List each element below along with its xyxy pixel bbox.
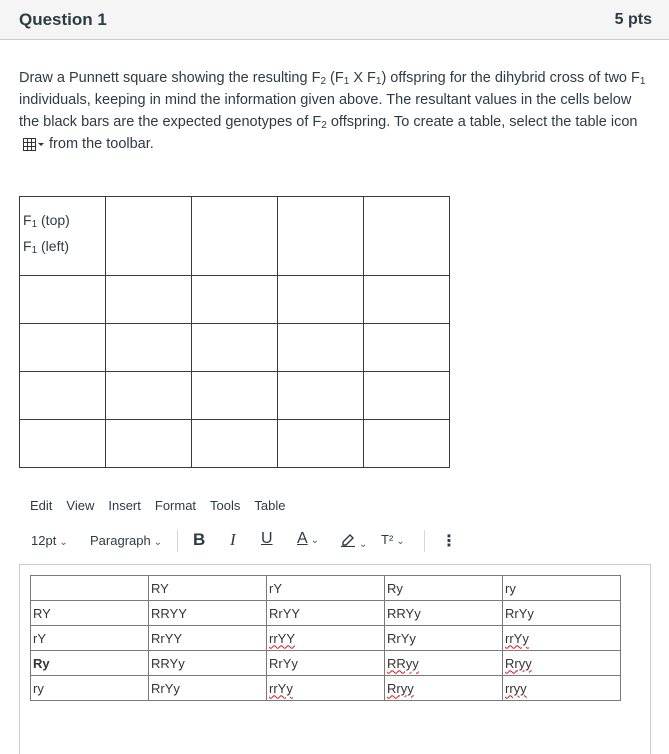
table-cell[interactable]: rrYY — [267, 626, 385, 651]
superscript-button[interactable]: T² ⌄ — [381, 532, 405, 547]
bold-button[interactable]: B — [193, 530, 206, 549]
table-cell — [364, 324, 450, 372]
table-cell — [20, 324, 106, 372]
table-cell — [278, 197, 364, 276]
table-cell[interactable]: rY — [267, 576, 385, 601]
top-label: $F_1$ (top) — [23, 212, 70, 230]
table-cell — [192, 276, 278, 324]
table-cell — [278, 372, 364, 420]
table-cell — [106, 276, 192, 324]
table-cell[interactable]: RrYy — [267, 651, 385, 676]
table-row — [20, 420, 450, 468]
table-cell — [106, 197, 192, 276]
highlighter-icon — [340, 532, 356, 547]
menu-edit[interactable]: Edit — [30, 498, 53, 513]
table-cell[interactable]: RRyy — [385, 651, 503, 676]
table-row — [31, 601, 621, 626]
menu-tools[interactable]: Tools — [210, 498, 241, 513]
table-cell — [364, 372, 450, 420]
chevron-down-icon: ⌄ — [396, 536, 405, 547]
question-header — [0, 0, 669, 40]
table-cell[interactable]: rrYy — [267, 676, 385, 701]
toolbar-divider — [424, 530, 425, 552]
table-cell — [20, 276, 106, 324]
table-cell — [364, 276, 450, 324]
highlight-button[interactable] — [340, 532, 367, 550]
table-row — [31, 626, 621, 651]
table-cell[interactable]: ry — [31, 676, 149, 701]
table-cell[interactable]: RRYy — [149, 651, 267, 676]
table-row — [20, 324, 450, 372]
question-points: 5 pts — [614, 11, 652, 28]
left-label: $F_1$ (left) — [23, 238, 70, 256]
table-row — [20, 276, 450, 324]
table-cell — [106, 372, 192, 420]
table-cell[interactable]: RRYY — [149, 601, 267, 626]
question-title: Question 1 — [19, 10, 107, 29]
table-row — [31, 651, 621, 676]
table-cell — [364, 197, 450, 276]
table-cell[interactable]: rryy — [503, 676, 621, 701]
table-cell — [278, 420, 364, 468]
chevron-down-icon: ⌄ — [153, 537, 163, 548]
table-cell[interactable]: RRYy — [385, 601, 503, 626]
answer-punnett-table[interactable] — [30, 575, 621, 701]
table-row — [31, 676, 621, 701]
chevron-down-icon: ⌄ — [59, 537, 68, 548]
question-punnett-table — [19, 196, 450, 468]
table-cell — [192, 197, 278, 276]
table-cell[interactable]: Rryy — [385, 676, 503, 701]
table-cell — [364, 420, 450, 468]
underline-button[interactable]: U — [261, 530, 273, 547]
table-row — [20, 372, 450, 420]
italic-button[interactable]: I — [230, 530, 236, 549]
table-cell — [278, 324, 364, 372]
table-cell[interactable]: ry — [503, 576, 621, 601]
font-size-dropdown[interactable]: 12pt ⌄ — [31, 533, 68, 548]
table-cell — [20, 372, 106, 420]
menu-format[interactable]: Format — [154, 498, 197, 513]
table-icon — [23, 136, 45, 158]
header-cell — [20, 197, 106, 276]
menu-insert[interactable]: Insert — [108, 498, 141, 513]
table-cell — [192, 420, 278, 468]
table-cell[interactable]: RY — [31, 601, 149, 626]
table-cell[interactable]: RrYy — [385, 626, 503, 651]
table-cell[interactable]: RrYy — [149, 676, 267, 701]
table-cell[interactable]: rrYy — [503, 626, 621, 651]
table-cell[interactable]: Rryy — [503, 651, 621, 676]
table-cell[interactable]: Ry — [385, 576, 503, 601]
table-cell — [20, 420, 106, 468]
table-cell — [192, 324, 278, 372]
more-options-button[interactable]: ⋮ — [441, 533, 457, 550]
table-cell[interactable]: Ry — [31, 651, 149, 676]
table-cell — [278, 276, 364, 324]
toolbar-divider — [177, 530, 178, 552]
block-format-dropdown[interactable]: Paragraph ⌄ — [90, 533, 163, 548]
table-cell[interactable]: rY — [31, 626, 149, 651]
menu-view[interactable]: View — [66, 498, 95, 513]
chevron-down-icon: ⌄ — [359, 539, 368, 550]
table-cell[interactable]: RrYy — [503, 601, 621, 626]
table-cell — [106, 420, 192, 468]
table-cell[interactable] — [31, 576, 149, 601]
table-cell[interactable]: RrYY — [149, 626, 267, 651]
table-row — [20, 197, 450, 276]
table-cell[interactable]: RrYY — [267, 601, 385, 626]
menu-table[interactable]: Table — [254, 498, 286, 513]
table-row — [31, 576, 621, 601]
question-prompt: Draw a Punnett square showing the resulting $F_2$ ($F_1$ X $F_1$) offspring for the dihybrid cross of two $F_1$ individuals, keeping in mind the information given above. The resultant values in the cells below the black bars are the expected genotypes of $F_2$ offspring. To create a table, select the table icon from the toolbar. — [19, 67, 651, 158]
table-cell — [192, 372, 278, 420]
text-color-button[interactable]: A ⌄ — [297, 530, 320, 547]
table-cell[interactable]: RY — [149, 576, 267, 601]
editor-menubar — [30, 498, 299, 513]
table-cell — [106, 324, 192, 372]
chevron-down-icon: ⌄ — [310, 535, 320, 546]
